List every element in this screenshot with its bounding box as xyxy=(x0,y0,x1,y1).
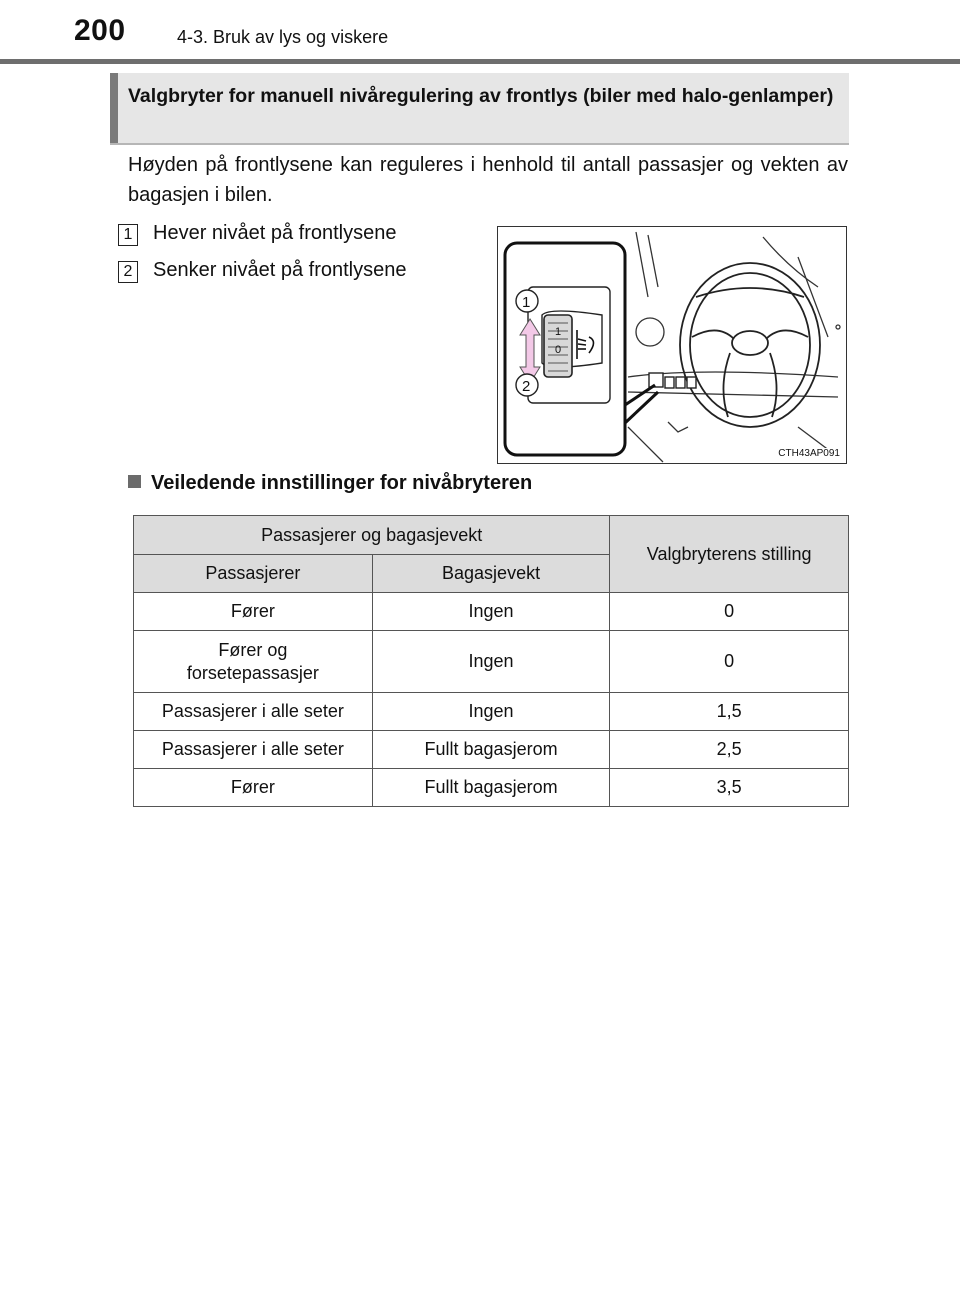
callout-2: 2 xyxy=(522,378,531,395)
step-1-number: 1 xyxy=(118,224,138,246)
cell-passengers-text: Fører og forsetepassasjer xyxy=(186,639,319,683)
callout-1: 1 xyxy=(522,294,531,311)
table-row xyxy=(134,731,849,769)
cell-position: 0 xyxy=(610,593,849,631)
section-title-box xyxy=(110,73,849,145)
cell-passengers: Passasjerer i alle seter xyxy=(134,731,373,769)
page-number: 200 xyxy=(74,14,126,47)
cell-passengers: Fører xyxy=(134,593,373,631)
figure-code: CTH43AP091 xyxy=(778,448,840,459)
header-rule xyxy=(0,59,960,64)
step-1-text: Hever nivået på frontlysene xyxy=(153,222,397,244)
table-row xyxy=(134,593,849,631)
subsection-title: Veiledende innstillinger for nivåbryteren xyxy=(151,472,533,494)
table-header-row xyxy=(134,516,849,555)
cell-position: 1,5 xyxy=(610,693,849,731)
cell-luggage: Fullt bagasjerom xyxy=(372,769,610,807)
cell-passengers: Passasjerer i alle seter xyxy=(134,693,373,731)
cell-passengers: Fører xyxy=(134,769,373,807)
intro-paragraph: Høyden på frontlysene kan reguleres i henhold til antall passasjer og vekten av bagasjen i bilen. xyxy=(128,154,848,206)
cell-passengers xyxy=(134,631,373,693)
cell-position: 2,5 xyxy=(610,731,849,769)
cell-luggage: Ingen xyxy=(372,693,610,731)
header-passengers: Passasjerer xyxy=(134,555,373,593)
table-row xyxy=(134,631,849,693)
cell-luggage: Ingen xyxy=(372,631,610,693)
table-row xyxy=(134,769,849,807)
cell-luggage: Ingen xyxy=(372,593,610,631)
section-title-bar xyxy=(110,73,118,143)
dial-mark-1: 1 xyxy=(555,326,562,338)
cell-position: 0 xyxy=(610,631,849,693)
section-title: Valgbryter for manuell nivåregulering av frontlys (biler med halo-genlamper) xyxy=(128,85,834,107)
header-switch-position: Valgbryterens stilling xyxy=(610,516,849,593)
step-2-text: Senker nivået på frontlysene xyxy=(153,259,407,281)
leveling-settings-table xyxy=(133,515,849,807)
dashboard-illustration xyxy=(498,227,847,464)
step-2-number: 2 xyxy=(118,261,138,283)
headlight-switch-figure xyxy=(497,226,847,464)
table-row xyxy=(134,693,849,731)
square-bullet-icon xyxy=(128,475,141,488)
cell-luggage: Fullt bagasjerom xyxy=(372,731,610,769)
subsection-heading xyxy=(128,472,532,495)
cell-position: 3,5 xyxy=(610,769,849,807)
chapter-title: 4-3. Bruk av lys og viskere xyxy=(177,27,389,47)
header-passenger-luggage: Passasjerer og bagasjevekt xyxy=(134,516,610,555)
header-luggage: Bagasjevekt xyxy=(372,555,610,593)
dial-mark-0: 0 xyxy=(555,344,562,356)
